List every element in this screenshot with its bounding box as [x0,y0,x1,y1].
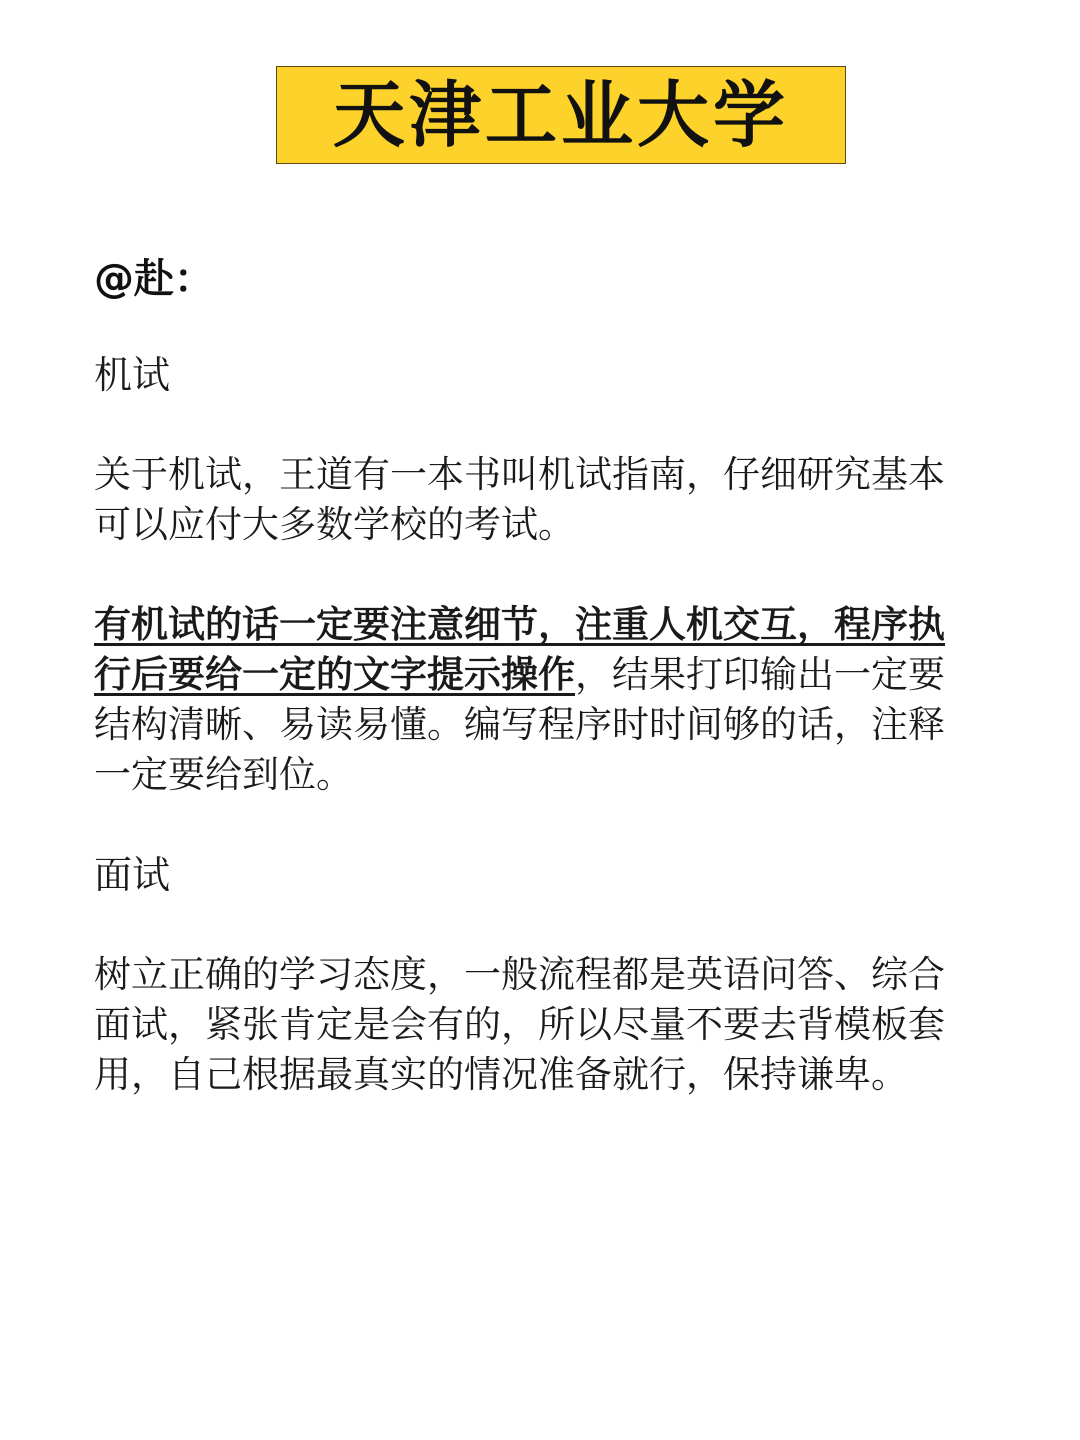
section-heading-machine-test: 机试 [94,353,171,397]
paragraph-text: ，结果打印输出一定要结构清晰、易读易懂。编写程序时时间够的话，注释一定要给到位。 [94,653,945,796]
article-body [94,250,964,1150]
interview-paragraph-1 [94,950,964,1100]
page-title: 天津工业大学 [332,73,789,157]
emphasized-text: 有机试的话一定要注意细节，注重人机交互，程序执行后要给一定的文字提示操作 [94,603,945,696]
paragraph-text: 树立正确的学习态度，一般流程都是英语问答、综合面试，紧张肯定是会有的，所以尽量不要去背模板套用，自己根据最真实的情况准备就行，保持谦卑。 [94,953,945,1096]
machine-test-paragraph-2 [94,600,964,800]
paragraph-text: 关于机试，王道有一本书叫机试指南，仔细研究基本可以应付大多数学校的考试。 [94,453,945,546]
section-heading-interview: 面试 [94,853,171,897]
machine-test-paragraph-1 [94,450,964,550]
title-banner [276,66,846,164]
author-handle: @赴： [94,256,214,302]
